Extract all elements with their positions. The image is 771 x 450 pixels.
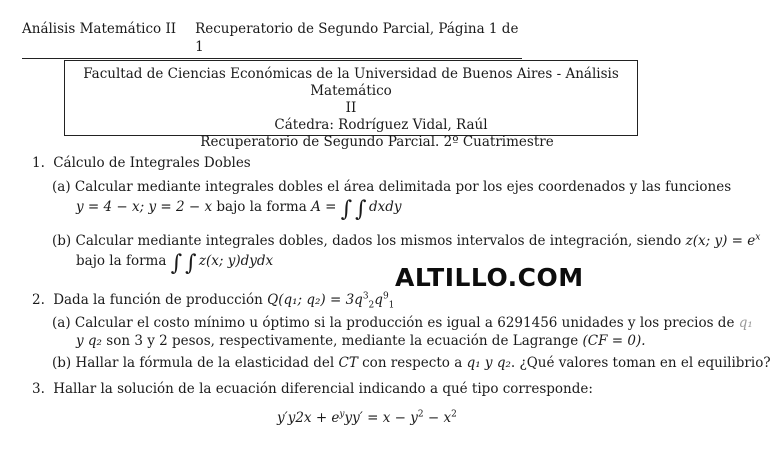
- q2-func-sup2: 9: [382, 291, 389, 302]
- double-integral-symbol: ∫ ∫: [340, 197, 365, 222]
- title-line-chair: Cátedra: Rodríguez Vidal, Raúl: [274, 117, 488, 133]
- q1b-line2: [76, 251, 274, 276]
- q2a-line2: [76, 332, 646, 350]
- q1-heading: [32, 154, 251, 172]
- q1a-eq1: y = 4 − x; y = 2 − x: [76, 199, 213, 215]
- header-subject: Análisis Matemático II: [22, 21, 177, 37]
- q3-text: Hallar la solución de la ecuación diferencial indicando a qué tipo corresponde:: [53, 381, 593, 397]
- q2a-eq: (CF = 0).: [582, 333, 646, 349]
- q2a-label: (a): [52, 315, 71, 331]
- q1b-label: (b): [52, 233, 72, 249]
- q1b-text2: bajo la forma: [76, 253, 167, 269]
- q3-eq-sq2: 2: [451, 409, 457, 420]
- q2-func-sub1: 2: [368, 300, 375, 311]
- watermark: ALTILLO.COM: [395, 263, 584, 292]
- q2b-label: (b): [52, 355, 72, 371]
- q3-eq-sq1: 2: [417, 409, 424, 420]
- q2-number: 2.: [32, 292, 45, 308]
- q1a-line2: [76, 197, 402, 222]
- q2b-line: [52, 354, 771, 372]
- running-header: [22, 20, 522, 59]
- title-line-course: II: [345, 100, 357, 116]
- q1b-text: Calcular mediante integrales dobles, dados los mismos intervalos de integración, siendo: [75, 233, 682, 249]
- q3-eq-right: yy′ = x − y: [344, 410, 418, 426]
- q2b-text2: con respecto a: [362, 355, 463, 371]
- q2-intro: Dada la función de producción: [53, 292, 263, 308]
- title-line-exam: Recuperatorio de Segundo Parcial. 2º Cuatrimestre: [200, 134, 554, 150]
- q1b-integrand: z(x; y)dydx: [198, 253, 274, 269]
- q2-func: Q(q₁; q₂) = 3q: [267, 292, 363, 308]
- q2b-ct: CT: [338, 355, 358, 371]
- q1a-text: Calcular mediante integrales dobles el área delimitada por los ejes coordenados y las funciones: [74, 179, 732, 195]
- q2a-var2: y q₂: [76, 333, 102, 349]
- q1a-eq2: A =: [311, 199, 337, 215]
- q2-func-mid: q: [374, 292, 383, 308]
- double-integral-symbol-b: ∫ ∫: [170, 251, 195, 276]
- q3-eq-exp: y: [339, 409, 345, 420]
- q2b-text3: . ¿Qué valores toman en el equilibrio?: [510, 355, 771, 371]
- q1-title: Cálculo de Integrales Dobles: [53, 155, 251, 171]
- q3-eq-left: y′y2x + e: [277, 410, 340, 426]
- q2b-text1: Hallar la fórmula de la elasticidad del: [75, 355, 335, 371]
- header-exam-page: Recuperatorio de Segundo Parcial, Página 1 de 1: [195, 21, 519, 55]
- q1b-line1: [52, 232, 760, 250]
- q2a-line1: [52, 314, 753, 332]
- q1a-label: (a): [52, 179, 71, 195]
- q3-equation: [277, 409, 457, 427]
- q1-number: 1.: [32, 155, 45, 171]
- q1b-func: z(x; y) = e: [685, 233, 756, 249]
- q1a-integrand: dxdy: [368, 199, 402, 215]
- q1a-line1: [52, 178, 731, 196]
- q3-eq-tail: − x: [423, 410, 452, 426]
- q2a-var: q₁: [738, 315, 753, 331]
- title-box: [64, 60, 638, 150]
- q2-heading: [32, 291, 394, 309]
- q2a-text: Calcular el costo mínimo u óptimo si la producción es igual a 6291456 unidades y los precios de: [74, 315, 735, 331]
- q2b-vars: q₁ y q₂: [466, 355, 511, 371]
- q2-func-sup1: 3: [362, 291, 369, 302]
- q2-func-sub2: 1: [388, 300, 395, 311]
- q1a-mid: bajo la forma: [216, 199, 307, 215]
- q3-heading: [32, 380, 593, 398]
- q2a-text2: son 3 y 2 pesos, respectivamente, mediante la ecuación de Lagrange: [106, 333, 579, 349]
- q1b-func-exp: x: [755, 232, 761, 243]
- title-line-faculty: Facultad de Ciencias Económicas de la Universidad de Buenos Aires - Análisis Matemático: [83, 66, 619, 99]
- q3-number: 3.: [32, 381, 45, 397]
